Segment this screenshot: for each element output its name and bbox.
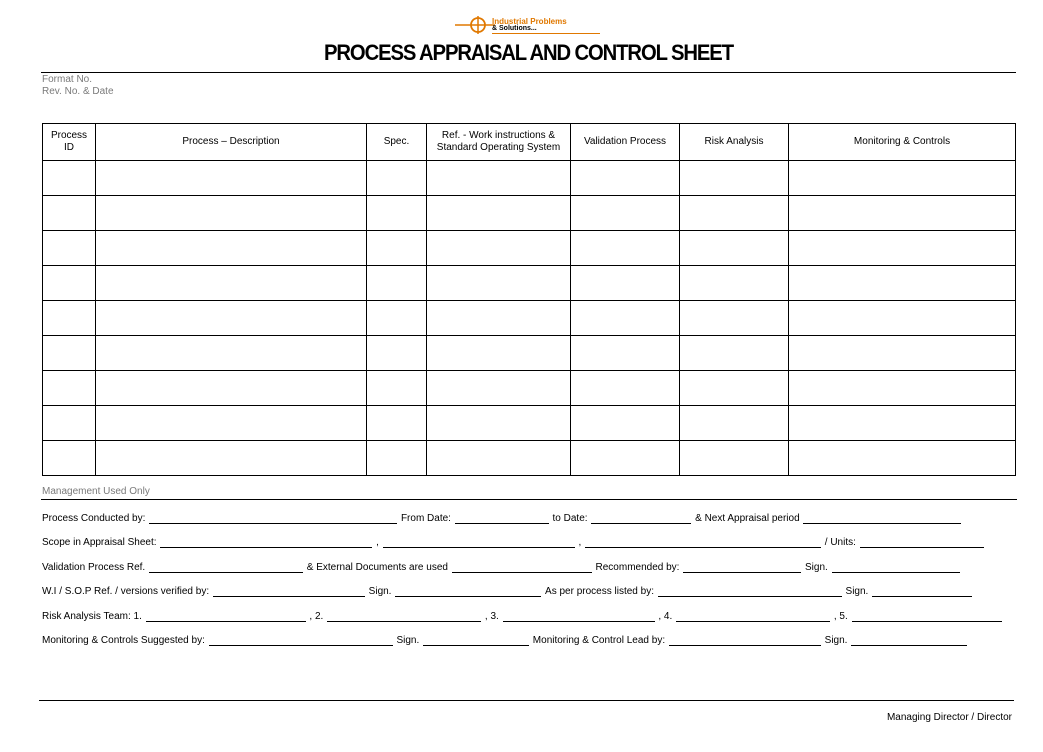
recommended-sign-label: Sign. [805,562,828,573]
title-rule [41,72,1016,73]
header-spec: Spec. [367,124,427,161]
validation-ref-label: Validation Process Ref. [42,562,146,573]
recommended-by-label: Recommended by: [595,562,680,573]
next-appraisal-label: & Next Appraisal period [695,513,800,524]
scope-separator-2: , [578,537,582,548]
validation-ref-field[interactable] [149,561,303,573]
process-listed-by-label: As per process listed by: [545,586,654,597]
scope-field-1[interactable] [160,536,372,548]
table-row [43,231,1016,266]
wi-sop-sign-label: Sign. [368,586,392,597]
scope-field-3[interactable] [585,536,821,548]
recommended-sign-field[interactable] [832,561,960,573]
logo-text-line2: & Solutions... [492,25,537,32]
format-no-label: Format No. [42,74,93,85]
wi-sop-verified-label: W.I / S.O.P Ref. / versions verified by: [42,586,210,597]
form-row-validation [42,561,961,575]
monitoring-suggested-label: Monitoring & Controls Suggested by: [42,635,205,646]
table-row [43,301,1016,336]
header-monitoring: Monitoring & Controls [789,124,1016,161]
form-row-risk-team [42,610,1003,624]
table-header-row [43,124,1016,161]
risk-team-sep-3: , 3. [484,611,499,622]
management-label: Management Used Only [42,486,150,497]
logo-text-line1: Industrial Problems [492,17,567,26]
scope-label: Scope in Appraisal Sheet: [42,537,157,548]
header-process-id: Process ID [43,124,96,161]
monitoring-lead-label: Monitoring & Control Lead by: [532,635,666,646]
from-date-field[interactable] [455,512,549,524]
header-description: Process – Description [96,124,367,161]
monitoring-suggested-sign-field[interactable] [423,634,529,646]
units-label: / Units: [824,537,856,548]
risk-team-member-5[interactable] [852,610,1002,622]
table-row [43,196,1016,231]
risk-team-label: Risk Analysis Team: 1. [42,611,142,622]
table-row [43,371,1016,406]
risk-team-member-4[interactable] [676,610,830,622]
process-conducted-label: Process Conducted by: [42,513,146,524]
risk-team-sep-5: , 5. [833,611,848,622]
table-row [43,266,1016,301]
risk-team-member-2[interactable] [327,610,481,622]
external-documents-field[interactable] [452,561,592,573]
risk-team-member-3[interactable] [503,610,655,622]
process-listed-sign-field[interactable] [872,585,972,597]
header-ref: Ref. - Work instructions & Standard Operating System [427,124,571,161]
management-rule [41,499,1017,500]
table-row [43,441,1016,476]
monitoring-lead-sign-label: Sign. [824,635,848,646]
risk-team-sep-2: , 2. [309,611,324,622]
form-row-process-conducted [42,512,962,526]
process-table [42,123,1016,476]
logo-underline [492,33,600,34]
next-appraisal-field[interactable] [803,512,961,524]
from-date-label: From Date: [400,513,451,524]
form-row-scope [42,536,985,550]
signature-rule [39,700,1014,701]
table-row [43,161,1016,196]
process-conducted-field[interactable] [149,512,397,524]
header-validation: Validation Process [571,124,680,161]
monitoring-lead-field[interactable] [669,634,821,646]
page-title: PROCESS APPRAISAL AND CONTROL SHEET [324,40,733,65]
recommended-by-field[interactable] [683,561,801,573]
form-row-wi-sop [42,585,973,599]
to-date-field[interactable] [591,512,691,524]
units-field[interactable] [860,536,984,548]
external-documents-label: & External Documents are used [306,562,448,573]
rev-no-label: Rev. No. & Date [42,86,114,97]
monitoring-lead-sign-field[interactable] [851,634,967,646]
company-logo [455,14,600,36]
to-date-label: to Date: [552,513,588,524]
wi-sop-sign-field[interactable] [395,585,541,597]
process-listed-by-field[interactable] [658,585,842,597]
risk-team-member-1[interactable] [146,610,306,622]
process-listed-sign-label: Sign. [845,586,869,597]
form-row-monitoring [42,634,968,648]
header-risk: Risk Analysis [680,124,789,161]
scope-separator-1: , [376,537,379,548]
monitoring-suggested-field[interactable] [209,634,393,646]
managing-director-label: Managing Director / Director [886,712,1012,723]
monitoring-suggested-sign-label: Sign. [396,635,420,646]
table-row [43,336,1016,371]
table-row [43,406,1016,441]
scope-field-2[interactable] [383,536,575,548]
risk-team-sep-4: , 4. [658,611,673,622]
wi-sop-verified-field[interactable] [213,585,365,597]
logo-emblem-icon [455,14,495,36]
